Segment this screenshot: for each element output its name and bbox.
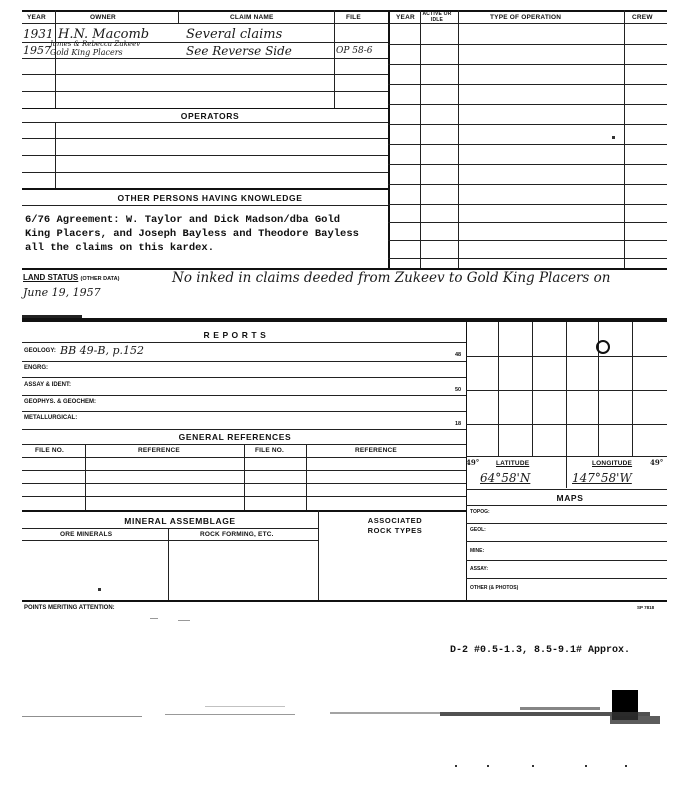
land-status-label: LAND STATUS (OTHER DATA) bbox=[23, 273, 120, 282]
other-persons-title: OTHER PERSONS HAVING KNOWLEDGE bbox=[117, 193, 303, 203]
other-persons-line-3: all the claims on this kardex. bbox=[25, 242, 215, 254]
file-2: OP 58-6 bbox=[336, 46, 373, 56]
header-crew: CREW bbox=[632, 14, 653, 21]
form-number: SP 7818 bbox=[637, 605, 655, 610]
lat-prefix: 49° bbox=[466, 458, 480, 467]
rock-forming-label: ROCK FORMING, ETC. bbox=[200, 531, 274, 538]
note-d2: D-2 #0.5-1.3, 8.5-9.1# Approx. bbox=[450, 645, 631, 656]
land-status-text-1: No inked in claims deeded from Zukeev to Gold King Placers on bbox=[172, 270, 611, 286]
longitude-value: 147°58'W bbox=[572, 471, 632, 485]
associated-rock-types-line-2: ROCK TYPES bbox=[367, 526, 423, 535]
other-persons-line-1: 6/76 Agreement: W. Taylor and Dick Madson/dba Gold bbox=[25, 214, 341, 226]
header-owner: OWNER bbox=[90, 14, 116, 21]
owner-name-2a: James & Rebecca Zukeev bbox=[50, 40, 141, 48]
header-claim-name: CLAIM NAME bbox=[230, 14, 274, 21]
other-persons-line-2: King Placers, and Joseph Bayless and Theodore Bayless bbox=[25, 228, 359, 240]
ref-col-file-no-2: FILE NO. bbox=[255, 447, 285, 454]
latitude-value: 64°58'N bbox=[480, 471, 531, 485]
header-year: YEAR bbox=[27, 14, 46, 21]
operators-title: OPERATORS bbox=[180, 111, 240, 121]
associated-rock-types-line-1: ASSOCIATED bbox=[367, 516, 423, 525]
latitude-label: LATITUDE bbox=[496, 460, 530, 467]
ref-col-reference: REFERENCE bbox=[138, 447, 180, 454]
owner-name-2b: Gold King Placers bbox=[50, 48, 123, 57]
long-suffix: 49° bbox=[650, 458, 664, 467]
geology-value: BB 49-B, p.152 bbox=[60, 344, 144, 357]
location-circle-mark bbox=[596, 340, 610, 354]
general-references-title: GENERAL REFERENCES bbox=[178, 432, 292, 442]
header-year-right: YEAR bbox=[396, 14, 415, 21]
owner-year-2: 1957 bbox=[23, 44, 51, 57]
header-type-of-operation: TYPE OF OPERATION bbox=[490, 14, 562, 21]
header-file: FILE bbox=[346, 14, 361, 21]
maps-title: MAPS bbox=[556, 493, 584, 503]
owner-year-1: 1931 bbox=[23, 27, 54, 41]
claim-name-1: Several claims bbox=[186, 27, 283, 42]
ref-col-reference-2: REFERENCE bbox=[355, 447, 397, 454]
claim-name-2: See Reverse Side bbox=[186, 44, 292, 58]
longitude-label: LONGITUDE bbox=[592, 460, 633, 467]
owner-name-1: H.N. Macomb bbox=[58, 27, 150, 42]
ref-col-file-no: FILE NO. bbox=[35, 447, 65, 454]
ore-minerals-label: ORE MINERALS bbox=[60, 531, 113, 538]
mineral-assemblage-title: MINERAL ASSEMBLAGE bbox=[124, 516, 236, 526]
header-active-or-idle: ACTIVE OR IDLE bbox=[422, 11, 452, 23]
reports-title: R E P O R T S bbox=[203, 330, 267, 340]
points-meriting-attention-label: POINTS MERITING ATTENTION: bbox=[24, 605, 115, 611]
land-status-text-2: June 19, 1957 bbox=[23, 286, 101, 299]
